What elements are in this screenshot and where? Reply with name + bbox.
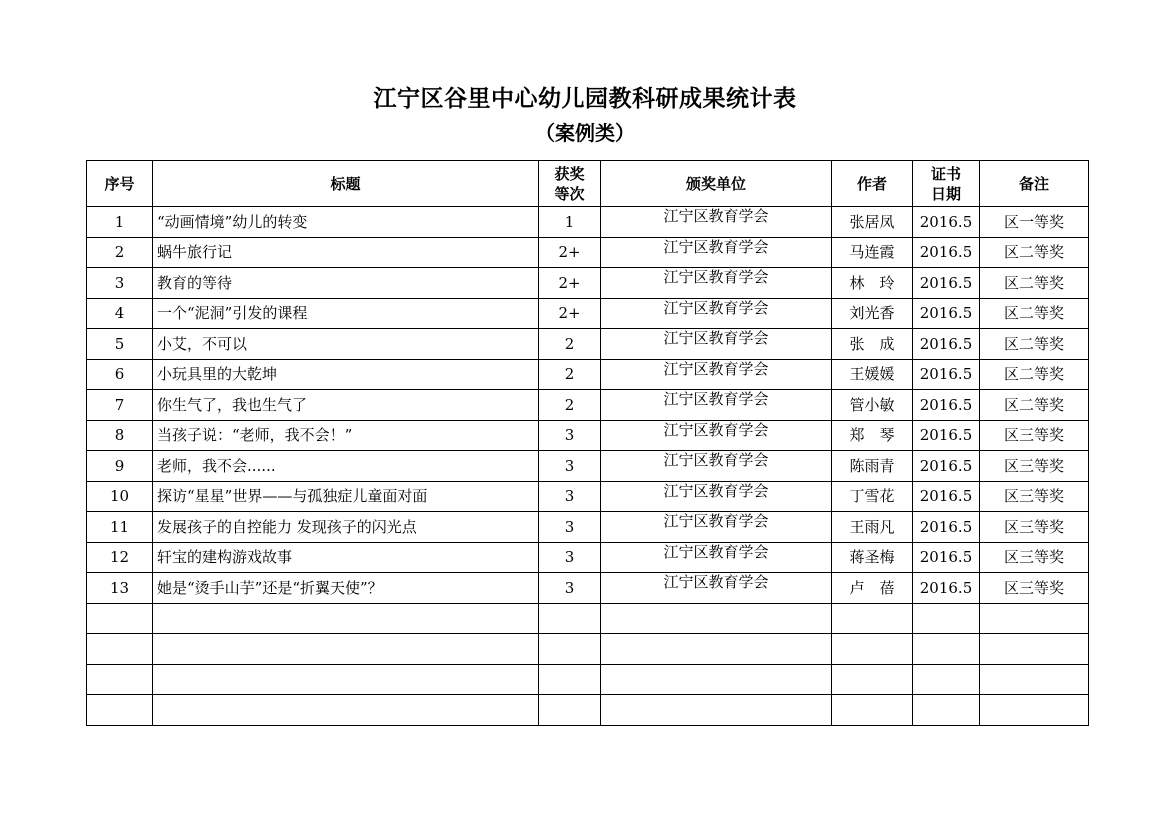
cell-certificate-date: 2016.5 [913, 268, 980, 299]
cell-certificate-date-empty [913, 695, 980, 726]
header-certificate-date-line2: 日期 [930, 184, 961, 203]
cell-title-empty [153, 634, 539, 665]
cell-certificate-date: 2016.5 [913, 237, 980, 268]
cell-note: 区二等奖 [980, 298, 1089, 329]
cell-serial-number: 13 [87, 573, 153, 604]
cell-note: 区三等奖 [980, 573, 1089, 604]
header-title: 标题 [153, 161, 539, 207]
cell-title: 轩宝的建构游戏故事 [153, 542, 539, 573]
cell-certificate-date-empty [913, 634, 980, 665]
cell-issuer: 江宁区教育学会 [601, 207, 832, 238]
cell-issuer: 江宁区教育学会 [601, 542, 832, 573]
cell-title: 当孩子说：“老师，我不会！” [153, 420, 539, 451]
cell-issuer-empty [601, 603, 832, 634]
cell-issuer: 江宁区教育学会 [601, 512, 832, 543]
cell-author-empty [832, 695, 913, 726]
cell-author: 林 玲 [832, 268, 913, 299]
cell-title-empty [153, 603, 539, 634]
header-certificate-date [913, 161, 980, 207]
cell-issuer: 江宁区教育学会 [601, 268, 832, 299]
cell-serial-number: 5 [87, 329, 153, 360]
table-header-row [87, 161, 1089, 207]
cell-author: 蒋圣梅 [832, 542, 913, 573]
cell-note: 区三等奖 [980, 512, 1089, 543]
cell-award-level-empty [539, 664, 601, 695]
cell-issuer: 江宁区教育学会 [601, 481, 832, 512]
cell-title: 蜗牛旅行记 [153, 237, 539, 268]
cell-author: 张居凤 [832, 207, 913, 238]
cell-author: 管小敏 [832, 390, 913, 421]
cell-note: 区二等奖 [980, 359, 1089, 390]
cell-serial-number: 11 [87, 512, 153, 543]
cell-note-empty [980, 664, 1089, 695]
cell-issuer: 江宁区教育学会 [601, 298, 832, 329]
cell-certificate-date-empty [913, 664, 980, 695]
cell-certificate-date: 2016.5 [913, 329, 980, 360]
cell-author: 王雨凡 [832, 512, 913, 543]
cell-note: 区三等奖 [980, 542, 1089, 573]
cell-author: 陈雨青 [832, 451, 913, 482]
cell-author: 张 成 [832, 329, 913, 360]
cell-serial-number: 8 [87, 420, 153, 451]
cell-title-empty [153, 695, 539, 726]
table-row [87, 268, 1089, 299]
cell-author: 卢 蓓 [832, 573, 913, 604]
cell-author: 王媛媛 [832, 359, 913, 390]
empty-table-row [87, 634, 1089, 665]
cell-award-level-empty [539, 695, 601, 726]
cell-author: 郑 琴 [832, 420, 913, 451]
table-row [87, 390, 1089, 421]
cell-author-empty [832, 664, 913, 695]
cell-issuer-empty [601, 634, 832, 665]
cell-note-empty [980, 603, 1089, 634]
cell-issuer: 江宁区教育学会 [601, 420, 832, 451]
cell-award-level: 3 [539, 573, 601, 604]
header-author: 作者 [832, 161, 913, 207]
cell-award-level: 3 [539, 542, 601, 573]
cell-issuer: 江宁区教育学会 [601, 329, 832, 360]
cell-note-empty [980, 695, 1089, 726]
cell-certificate-date: 2016.5 [913, 420, 980, 451]
header-certificate-date-line1: 证书 [930, 164, 961, 183]
cell-award-level: 2+ [539, 268, 601, 299]
cell-serial-number: 3 [87, 268, 153, 299]
cell-serial-number: 1 [87, 207, 153, 238]
table-row [87, 359, 1089, 390]
cell-author-empty [832, 603, 913, 634]
cell-award-level: 3 [539, 451, 601, 482]
cell-serial-number-empty [87, 695, 153, 726]
table-row [87, 512, 1089, 543]
cell-note: 区二等奖 [980, 390, 1089, 421]
cell-issuer: 江宁区教育学会 [601, 573, 832, 604]
cell-title: 老师，我不会...... [153, 451, 539, 482]
cell-award-level: 3 [539, 512, 601, 543]
cell-serial-number: 6 [87, 359, 153, 390]
cell-issuer-empty [601, 695, 832, 726]
cell-title: 小玩具里的大乾坤 [153, 359, 539, 390]
cell-note: 区二等奖 [980, 329, 1089, 360]
cell-serial-number: 9 [87, 451, 153, 482]
cell-certificate-date: 2016.5 [913, 207, 980, 238]
table-row [87, 237, 1089, 268]
header-serial-number: 序号 [87, 161, 153, 207]
results-table [86, 160, 1089, 726]
cell-award-level: 2 [539, 390, 601, 421]
cell-award-level: 1 [539, 207, 601, 238]
cell-issuer: 江宁区教育学会 [601, 359, 832, 390]
cell-certificate-date: 2016.5 [913, 573, 980, 604]
cell-note: 区三等奖 [980, 481, 1089, 512]
cell-issuer: 江宁区教育学会 [601, 451, 832, 482]
cell-title: 发展孩子的自控能力 发现孩子的闪光点 [153, 512, 539, 543]
table-row [87, 542, 1089, 573]
cell-certificate-date: 2016.5 [913, 359, 980, 390]
cell-title: 你生气了，我也生气了 [153, 390, 539, 421]
cell-serial-number: 10 [87, 481, 153, 512]
cell-award-level: 2 [539, 329, 601, 360]
cell-certificate-date: 2016.5 [913, 451, 980, 482]
table-row [87, 207, 1089, 238]
header-award-level-line1: 获奖 [554, 164, 585, 183]
table-row [87, 451, 1089, 482]
cell-title-empty [153, 664, 539, 695]
cell-note: 区三等奖 [980, 420, 1089, 451]
cell-certificate-date: 2016.5 [913, 512, 980, 543]
cell-award-level: 3 [539, 481, 601, 512]
table-row [87, 298, 1089, 329]
cell-award-level: 2+ [539, 237, 601, 268]
cell-certificate-date-empty [913, 603, 980, 634]
cell-certificate-date: 2016.5 [913, 298, 980, 329]
empty-table-row [87, 695, 1089, 726]
table-row [87, 329, 1089, 360]
cell-serial-number-empty [87, 664, 153, 695]
cell-issuer: 江宁区教育学会 [601, 237, 832, 268]
cell-title: 教育的等待 [153, 268, 539, 299]
cell-certificate-date: 2016.5 [913, 542, 980, 573]
cell-serial-number: 4 [87, 298, 153, 329]
cell-note: 区二等奖 [980, 268, 1089, 299]
cell-title: 探访“星星”世界——与孤独症儿童面对面 [153, 481, 539, 512]
cell-serial-number: 12 [87, 542, 153, 573]
cell-serial-number-empty [87, 603, 153, 634]
cell-author: 刘光香 [832, 298, 913, 329]
cell-note: 区二等奖 [980, 237, 1089, 268]
cell-author: 马连霞 [832, 237, 913, 268]
empty-table-row [87, 603, 1089, 634]
cell-issuer: 江宁区教育学会 [601, 390, 832, 421]
cell-issuer-empty [601, 664, 832, 695]
cell-note: 区三等奖 [980, 451, 1089, 482]
cell-certificate-date: 2016.5 [913, 390, 980, 421]
header-award-level [539, 161, 601, 207]
document-title: 江宁区谷里中心幼儿园教科研成果统计表 [373, 85, 797, 112]
cell-serial-number-empty [87, 634, 153, 665]
document-subtitle: （案例类） [535, 121, 635, 145]
table-row [87, 573, 1089, 604]
cell-award-level: 3 [539, 420, 601, 451]
table-row [87, 481, 1089, 512]
cell-award-level-empty [539, 634, 601, 665]
cell-title: 小艾，不可以 [153, 329, 539, 360]
cell-award-level-empty [539, 603, 601, 634]
header-award-level-line2: 等次 [554, 184, 585, 203]
cell-certificate-date: 2016.5 [913, 481, 980, 512]
cell-title: “动画情境”幼儿的转变 [153, 207, 539, 238]
cell-award-level: 2 [539, 359, 601, 390]
table-row [87, 420, 1089, 451]
cell-author-empty [832, 634, 913, 665]
header-note: 备注 [980, 161, 1089, 207]
cell-title: 一个“泥洞”引发的课程 [153, 298, 539, 329]
cell-serial-number: 7 [87, 390, 153, 421]
cell-serial-number: 2 [87, 237, 153, 268]
cell-author: 丁雪花 [832, 481, 913, 512]
empty-table-row [87, 664, 1089, 695]
cell-title: 她是“烫手山芋”还是“折翼天使”？ [153, 573, 539, 604]
cell-award-level: 2+ [539, 298, 601, 329]
header-issuer: 颁奖单位 [601, 161, 832, 207]
cell-note: 区一等奖 [980, 207, 1089, 238]
table-body [87, 207, 1089, 726]
cell-note-empty [980, 634, 1089, 665]
